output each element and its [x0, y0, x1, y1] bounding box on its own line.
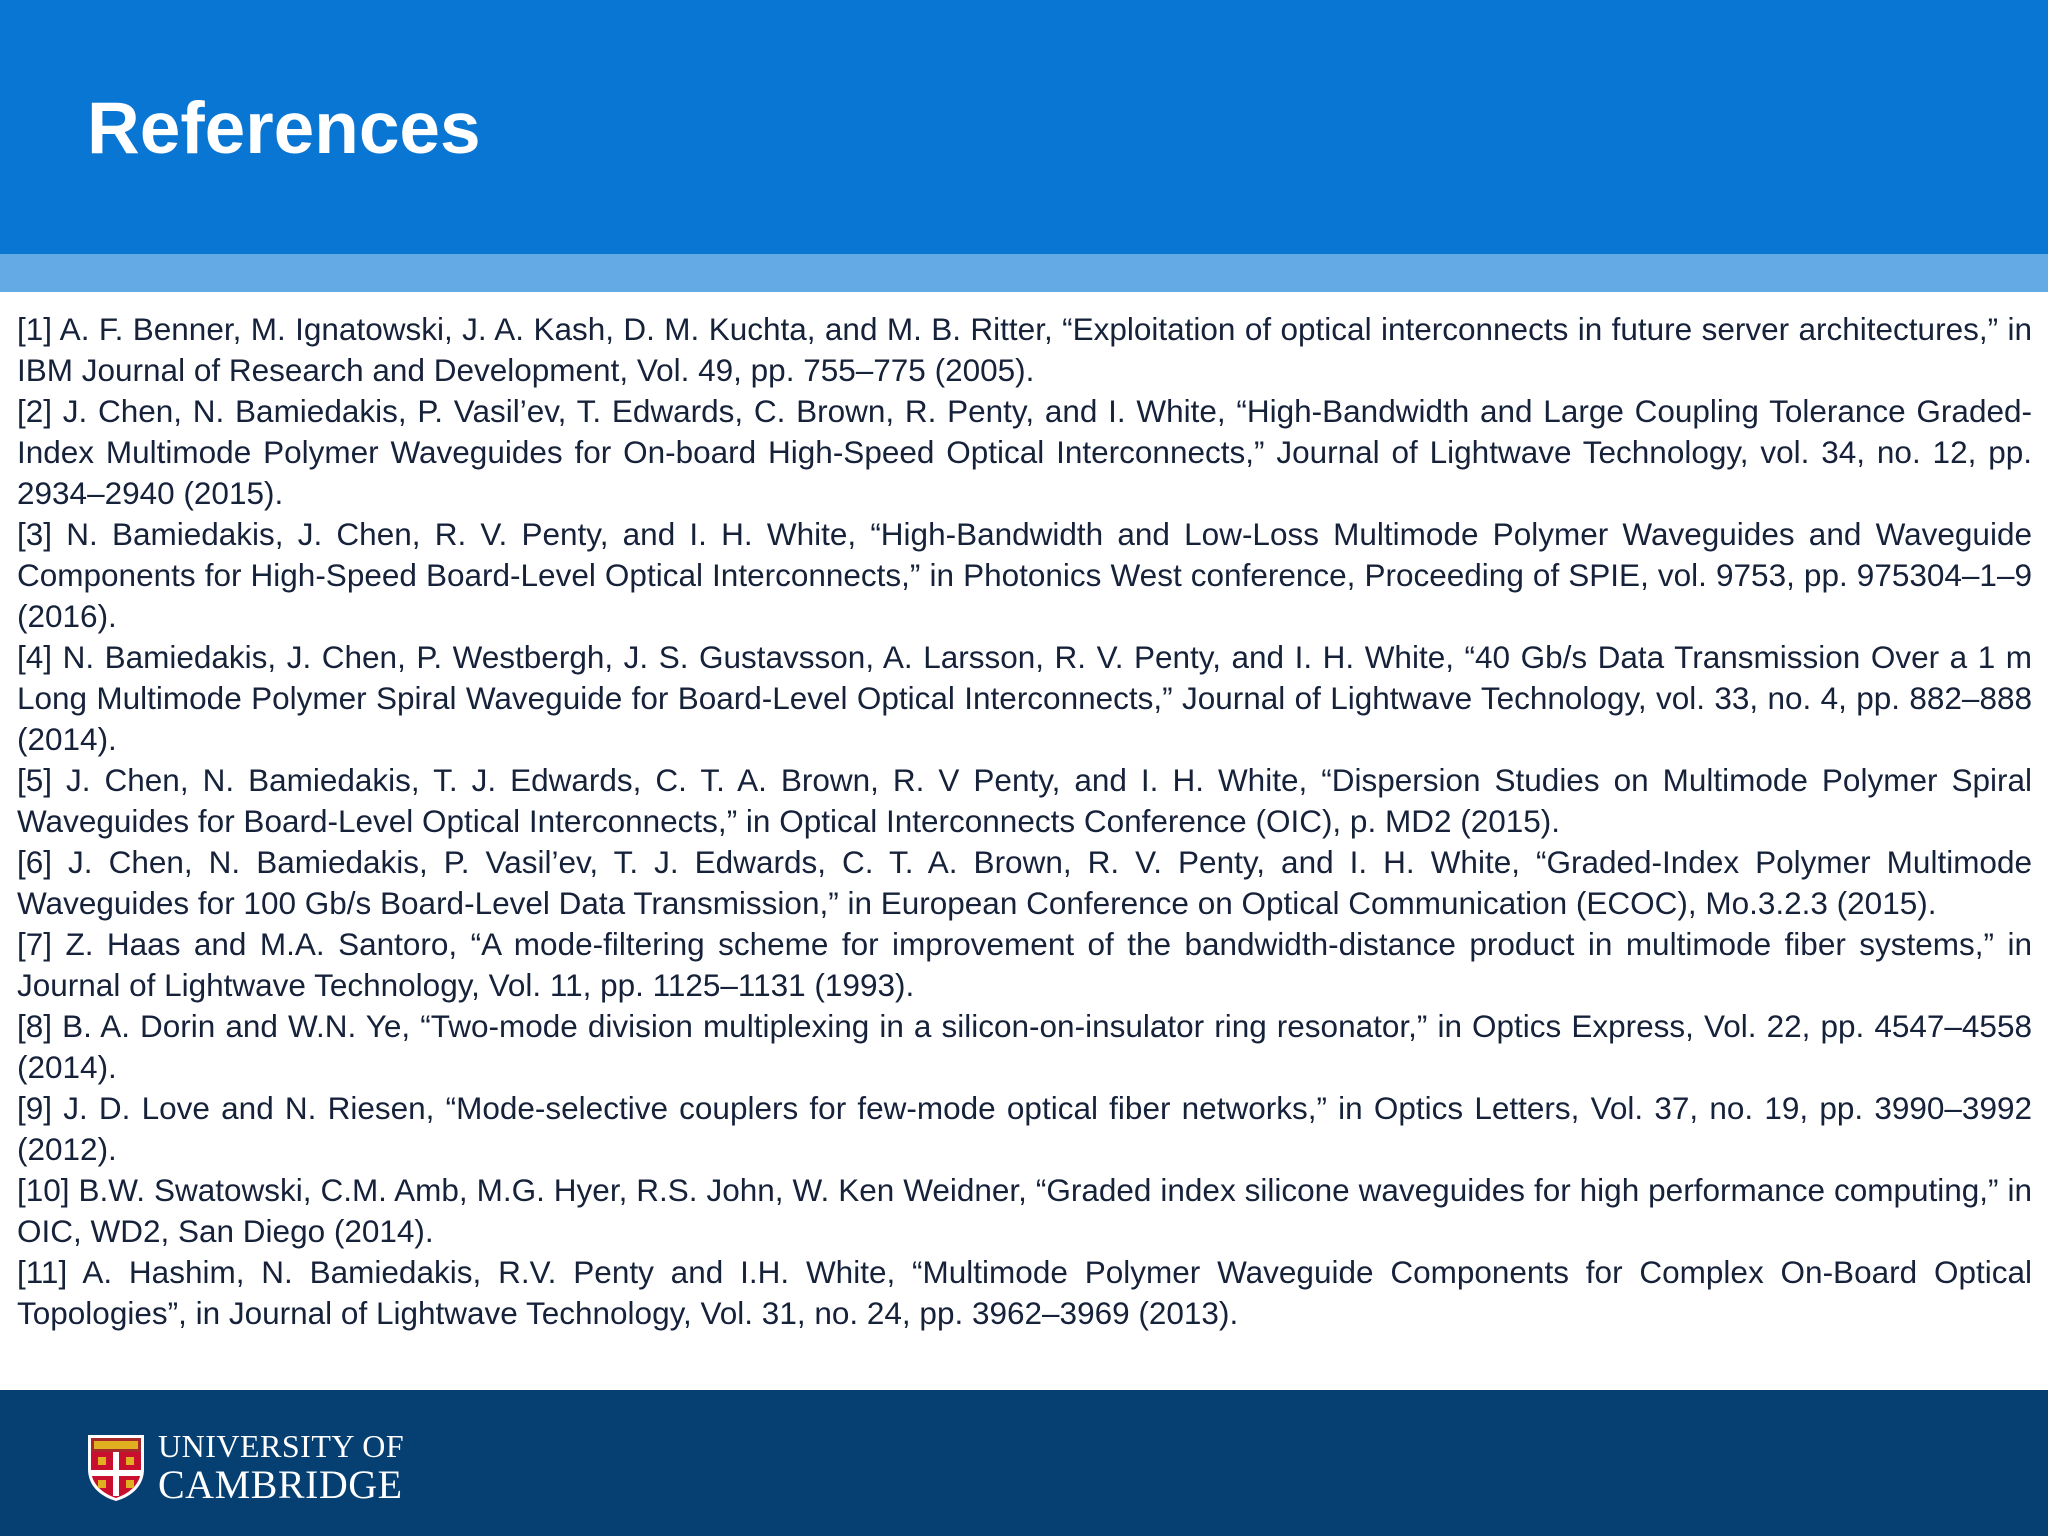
reference-item: [11] A. Hashim, N. Bamiedakis, R.V. Penty and I.H. White, “Multimode Polymer Waveguide Components for Complex On-Board Optical Topologies”, in Journal of Lightwave Technology, Vol. 31, no. 24, pp. 3962–3969 (2013). — [17, 1254, 2032, 1331]
university-logo-text — [158, 1430, 404, 1505]
university-logo — [86, 1430, 404, 1505]
reference-list — [17, 309, 2032, 1334]
university-shield-icon — [86, 1433, 146, 1503]
reference-item: [5] J. Chen, N. Bamiedakis, T. J. Edwards, C. T. A. Brown, R. V Penty, and I. H. White, “Dispersion Studies on Multimode Polymer Spiral Waveguides for Board-Level Optical Interconnects,” in Optical Interconnects Conference (OIC), p. MD2 (2015). — [17, 762, 2032, 839]
reference-item: [10] B.W. Swatowski, C.M. Amb, M.G. Hyer, R.S. John, W. Ken Weidner, “Graded index silicone waveguides for high performance computing,” in OIC, WD2, San Diego (2014). — [17, 1172, 2032, 1249]
reference-item: [1] A. F. Benner, M. Ignatowski, J. A. Kash, D. M. Kuchta, and M. B. Ritter, “Exploitation of optical interconnects in future server architectures,” in IBM Journal of Research and Development, Vol. 49, pp. 755–775 (2005). — [17, 311, 2032, 388]
logo-line-university-of: UNIVERSITY OF — [158, 1428, 405, 1464]
reference-item: [9] J. D. Love and N. Riesen, “Mode-selective couplers for few-mode optical fiber networks,” in Optics Letters, Vol. 37, no. 19, pp. 3990–3992 (2012). — [17, 1090, 2032, 1167]
reference-item: [6] J. Chen, N. Bamiedakis, P. Vasil’ev, T. J. Edwards, C. T. A. Brown, R. V. Penty, and I. H. White, “Graded-Index Polymer Multimode Waveguides for 100 Gb/s Board-Level Data Transmission,” in European Conference on Optical Communication (ECOC), Mo.3.2.3 (2015). — [17, 844, 2032, 921]
slide-header — [0, 0, 2048, 254]
reference-item: [3] N. Bamiedakis, J. Chen, R. V. Penty, and I. H. White, “High-Bandwidth and Low-Loss Multimode Polymer Waveguides and Waveguide Components for High-Speed Board-Level Optical Interconnects,” in Photonics West conference, Proceeding of SPIE, vol. 9753, pp. 975304–1–9 (2016). — [17, 516, 2032, 634]
reference-item: [8] B. A. Dorin and W.N. Ye, “Two-mode division multiplexing in a silicon-on-insulator ring resonator,” in Optics Express, Vol. 22, pp. 4547–4558 (2014). — [17, 1008, 2032, 1085]
reference-item: [7] Z. Haas and M.A. Santoro, “A mode-filtering scheme for improvement of the bandwidth-distance product in multimode fiber systems,” in Journal of Lightwave Technology, Vol. 11, pp. 1125–1131 (1993). — [17, 926, 2032, 1003]
header-accent-bar — [0, 254, 2048, 292]
slide-title: References — [87, 88, 481, 169]
logo-line-cambridge: CAMBRIDGE — [158, 1462, 403, 1507]
reference-item: [2] J. Chen, N. Bamiedakis, P. Vasil’ev, T. Edwards, C. Brown, R. Penty, and I. White, “High-Bandwidth and Large Coupling Tolerance Graded-Index Multimode Polymer Waveguides for On-board High-Speed Optical Interconnects,” Journal of Lightwave Technology, vol. 34, no. 12, pp. 2934–2940 (2015). — [17, 393, 2032, 511]
reference-item: [4] N. Bamiedakis, J. Chen, P. Westbergh, J. S. Gustavsson, A. Larsson, R. V. Penty, and I. H. White, “40 Gb/s Data Transmission Over a 1 m Long Multimode Polymer Spiral Waveguide for Board-Level Optical Interconnects,” Journal of Lightwave Technology, vol. 33, no. 4, pp. 882–888 (2014). — [17, 639, 2032, 757]
